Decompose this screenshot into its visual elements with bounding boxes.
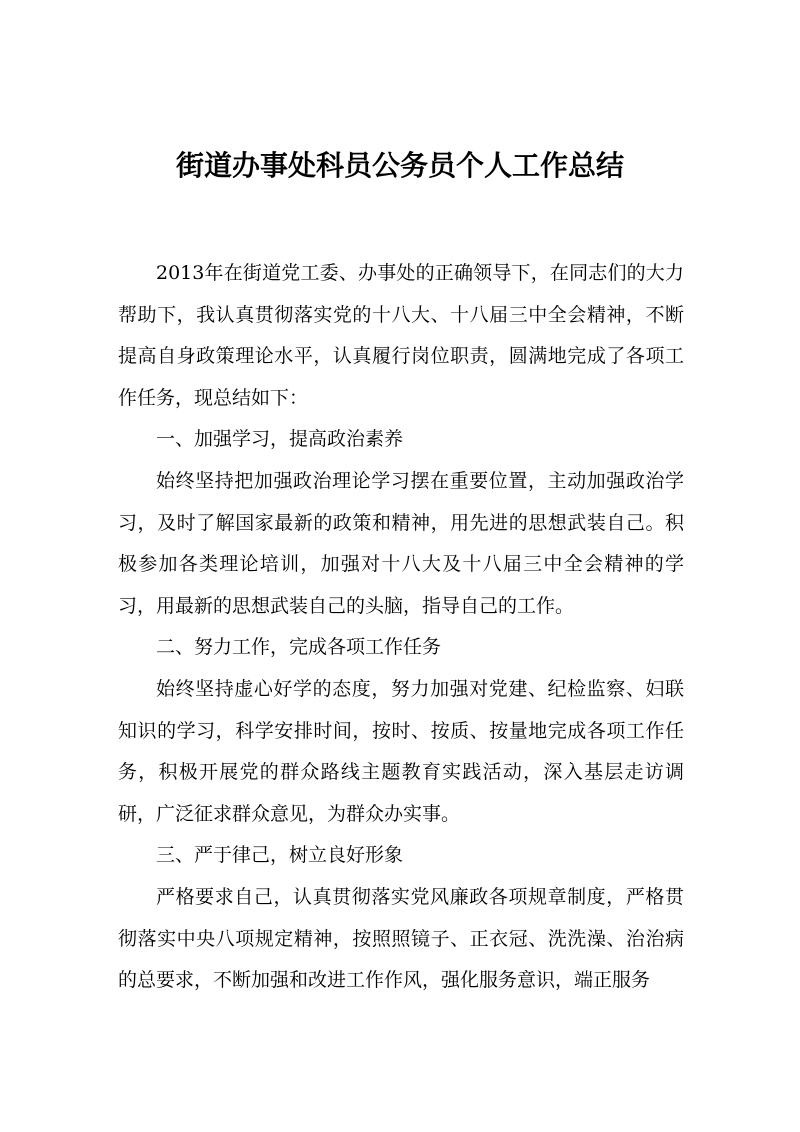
intro-paragraph: 2013年在街道党工委、办事处的正确领导下，在同志们的大力帮助下，我认真贯彻落实党的十八大、十八届三中全会精神，不断提高自身政策理论水平，认真履行岗位职责，圆满地完成了各项工作任务，现总结如下： xyxy=(118,262,684,409)
section-3-paragraph: 严格要求自己，认真贯彻落实党风廉政各项规章制度，严格贯彻落实中央八项规定精神，按照照镜子、正衣冠、洗洗澡、治治病的总要求，不断加强和改进工作作风，强化服务意识，端正服务 xyxy=(118,885,684,992)
section-1-paragraph: 始终坚持把加强政治理论学习摆在重要位置，主动加强政治学习，及时了解国家最新的政策和精神，用先进的思想武装自己。积极参加各类理论培训，加强对十八大及十八届三中全会精神的学习，用最新的思想武装自己的头脑，指导自己的工作。 xyxy=(118,469,684,617)
document-title: 街道办事处科员公务员个人工作总结 xyxy=(175,149,624,182)
section-heading-1: 一、加强学习，提高政治素养 xyxy=(156,428,404,451)
document-body xyxy=(118,253,684,1002)
section-heading-2: 二、努力工作，完成各项工作任务 xyxy=(156,636,442,659)
section-heading-3: 三、严于律己，树立良好形象 xyxy=(156,844,404,867)
section-2-paragraph: 始终坚持虚心好学的态度，努力加强对党建、纪检监察、妇联知识的学习，科学安排时间，按时、按质、按量地完成各项工作任务，积极开展党的群众路线主题教育实践活动，深入基层走访调研，广泛征求群众意见，为群众办实事。 xyxy=(118,677,684,825)
